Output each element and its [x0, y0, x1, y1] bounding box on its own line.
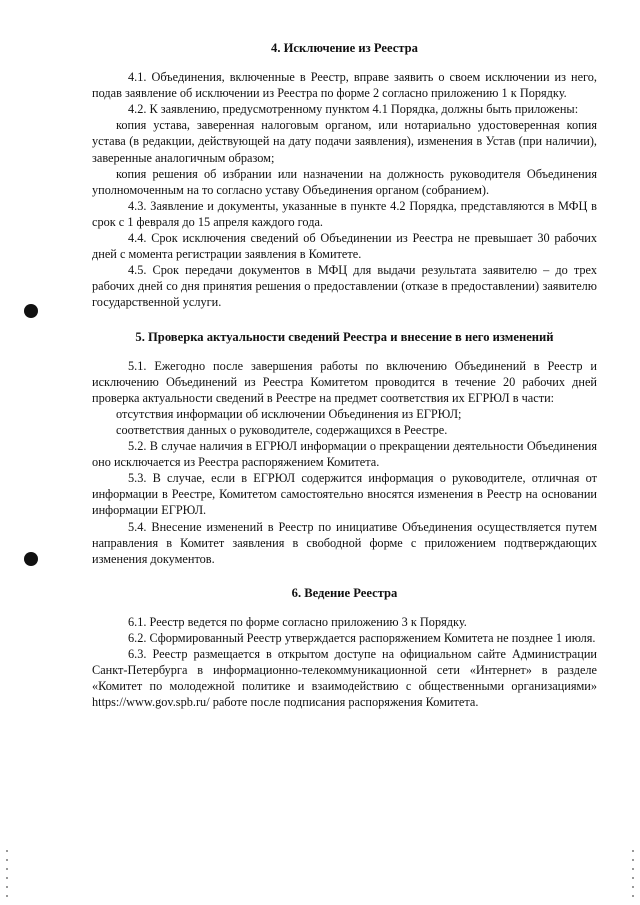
punch-hole-top — [24, 304, 38, 318]
punch-hole-bottom — [24, 552, 38, 566]
section-5-title: 5. Проверка актуальности сведений Реестра и внесение в него изменений — [135, 329, 554, 344]
paragraph-4-2: 4.2. К заявлению, предусмотренному пунктом 4.1 Порядка, должны быть приложены: — [128, 102, 579, 117]
document-body — [92, 40, 597, 710]
paragraph-4-5: 4.5. Срок передачи документов в МФЦ для выдачи результата заявителю – до трех рабочих дней со дня принятия решения о предоставлении (отказе в предоставлении) заявителю государственной услуги. — [92, 263, 597, 310]
paragraph-5-1: 5.1. Ежегодно после завершения работы по включению Объединений в Реестр и исключению Объединений из Реестра Комитетом проводится в течение 20 рабочих дней проверка актуальности сведений в Реестре на предмет соответствия их ЕГРЮЛ в части: — [92, 358, 597, 405]
section-spacer — [92, 567, 597, 585]
paragraph-6-2: 6.2. Сформированный Реестр утверждается распоряжением Комитета не позднее 1 июля. — [128, 631, 596, 645]
paragraph-4-1: 4.1. Объединения, включенные в Реестр, вправе заявить о своем исключении из него, подав заявление об исключении из Реестра по форме 2 согласно приложению 1 к Порядку. — [92, 70, 597, 101]
paragraph-4-2-item-1: копия устава, заверенная налоговым органом, или нотариально удостоверенная копия устава (в редакции, действующей на дату подачи заявления), изменения в Устав (при наличии), заверенные аналогичным образом; — [92, 118, 597, 165]
paragraph-4-3: 4.3. Заявление и документы, указанные в пункте 4.2 Порядка, представляются в МФЦ в срок с 1 февраля до 15 апреля каждого года. — [92, 198, 597, 229]
section-6-title: 6. Ведение Реестра — [291, 585, 398, 600]
paragraph-5-4: 5.4. Внесение изменений в Реестр по инициативе Объединения осуществляется путем направления в Комитет заявления в свободной форме с приложением подтверждающих изменения документов. — [92, 519, 597, 566]
paragraph-5-1-item-2: соответствия данных о руководителе, содержащихся в Реестре. — [116, 422, 448, 437]
paragraph-4-2-item-2: копия решения об избрании или назначении на должность руководителя Объединения уполномоченным на то согласно уставу Объединения органом (собранием). — [92, 166, 597, 197]
section-spacer — [92, 311, 597, 329]
paragraph-6-3: 6.3. Реестр размещается в открытом доступе на официальном сайте Администрации Санкт-Петербурга в информационно-телекоммуникационной сети «Интернет» в разделе «Комитет по молодежной политике и взаимодействию с общественными организациями» https://www.gov.spb.ru/ работе после подписания распоряжения Комитета. — [92, 647, 597, 710]
section-4-title: 4. Исключение из Реестра — [271, 41, 418, 55]
scan-edge-left — [6, 850, 8, 900]
paragraph-5-1-item-1: отсутствия информации об исключении Объединения из ЕГРЮЛ; — [116, 406, 462, 421]
paragraph-4-4: 4.4. Срок исключения сведений об Объединении из Реестра не превышает 30 рабочих дней с момента регистрации заявления в Комитете. — [92, 231, 597, 262]
paragraph-5-3: 5.3. В случае, если в ЕГРЮЛ содержится информация о руководителе, отличная от информации в Реестре, Комитетом самостоятельно вносятся изменения в Реестр на основании информации ЕГРЮЛ. — [92, 471, 597, 518]
scan-edge-right — [632, 850, 634, 900]
paragraph-5-2: 5.2. В случае наличия в ЕГРЮЛ информации о прекращении деятельности Объединения оно исключается из Реестра распоряжением Комитета. — [92, 439, 597, 470]
paragraph-6-1: 6.1. Реестр ведется по форме согласно приложению 3 к Порядку. — [128, 614, 467, 629]
